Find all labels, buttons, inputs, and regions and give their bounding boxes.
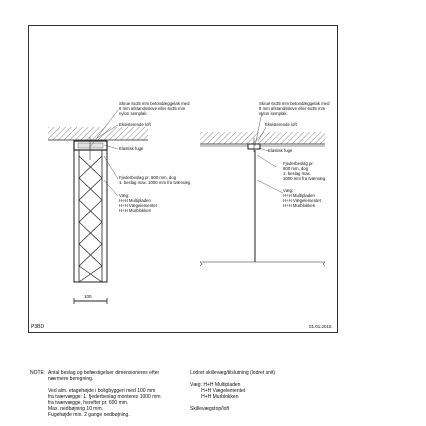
notes-right-column: Lodret skillevæg/tilslutning (lodret snit) Væg: H+H Multipladen H+H Vægelementet H+H Murblokken Skillevægstop/loft	[190, 370, 276, 412]
left-ceiling-label: Eksisterende loft	[119, 122, 151, 127]
right-spring-label: Fjederbeslag pr. 600 mm, dog 1. beslag max. 1000 mm fra tværvæg	[283, 161, 326, 181]
scale-bar-label: 100	[84, 294, 92, 299]
left-wall-item: H+H Vægelementet	[119, 203, 157, 208]
right-detail	[200, 112, 325, 266]
left-wall-item: H+H Murblokken	[119, 208, 152, 213]
left-wall-item: H+H Multipladen	[119, 198, 151, 203]
right-wall-item: H+H Vægelementet	[283, 198, 321, 203]
right-wall-item: H+H Multipladen	[283, 193, 315, 198]
right-ceiling-label: Eksisterende loft	[265, 122, 297, 127]
drawing-code: P3BD	[31, 324, 45, 330]
right-ceiling-slab	[200, 132, 325, 144]
left-wall-title: Væg:	[119, 193, 130, 198]
left-spring-label: Fjederbeslag pr. 600 mm, dog 1. beslag max. 1000 mm fra tværvæg	[119, 175, 191, 185]
notes-heading: NOTE:	[30, 370, 46, 376]
right-joint-label: Elastisk fuge	[268, 148, 293, 153]
left-joint-label: Elastisk fuge	[119, 146, 144, 151]
left-screw-label: Skrue 6x35 mm betondæggelak med 8 mm afstandsskive eller 6x35 mm nylon semplak.	[119, 101, 190, 116]
left-ceiling-slab	[48, 127, 148, 140]
right-wall-item: H+H Murblokken	[283, 203, 316, 208]
right-wall-title: Væg:	[283, 188, 294, 193]
drawing-date: 01.01.2015	[309, 324, 332, 329]
right-screw-label: Skrue 6x35 mm betondæggelak med 8 mm afstandsskive eller 6x35 mm nylon semplak.	[259, 101, 330, 116]
notes-left-column: Antal beslag og befæstigelser dimensioneres efter nærmere beregning. Ved alm. etagehøjde i boligbyggeri med 100 mm fra tværvægge: 1. fjederbeslag monteres 1000 mm fra tværvægge, herefter pr. 600 mm. Max. nedbøjning 10 mm. Fugehøjde min. 2 gange nedbøjning.	[48, 370, 161, 418]
